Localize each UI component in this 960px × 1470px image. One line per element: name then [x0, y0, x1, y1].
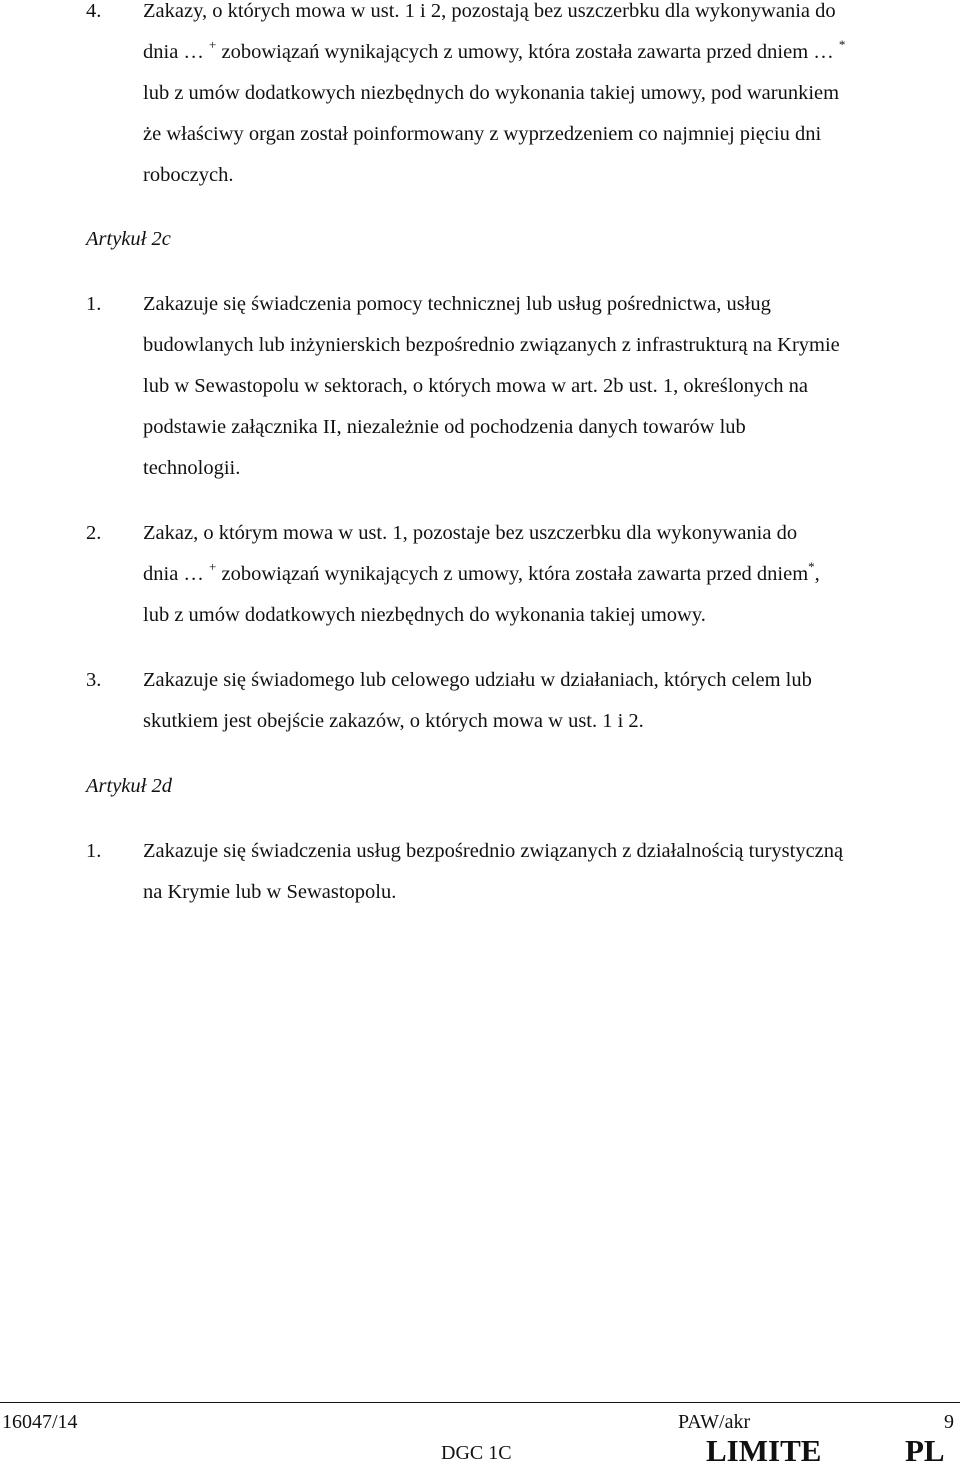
paragraph-line: Zakazuje się świadomego lub celowego udziału w działaniach, których celem lub: [143, 669, 812, 691]
footer-classification: LIMITE: [706, 1433, 822, 1468]
article-2c-paragraph-2: [86, 513, 958, 636]
paragraph-number: 1.: [86, 293, 102, 315]
paragraph-line: roboczych.: [143, 164, 234, 186]
article-2c-heading: Artykuł 2c: [86, 228, 171, 250]
paragraph-body: [143, 513, 958, 636]
paragraph-body: [143, 660, 958, 742]
paragraph-line: lub w Sewastopolu w sektorach, o których mowa w art. 2b ust. 1, określonych na: [143, 375, 808, 397]
paragraph-number: 2.: [86, 522, 102, 544]
article-2c-paragraph-1: [86, 284, 958, 489]
paragraph-line: Zakaz, o którym mowa w ust. 1, pozostaje bez uszczerbku dla wykonywania do: [143, 522, 798, 544]
footnote-marker-plus: +: [209, 37, 217, 52]
paragraph-body: [143, 831, 958, 913]
paragraph-line-with-footnotes: dnia … + zobowiązań wynikających z umowy, która została zawarta przed dniem … *: [143, 37, 846, 63]
article-2d-heading: Artykuł 2d: [86, 775, 172, 797]
footer-divider: [0, 1402, 960, 1403]
footer-language: PL: [905, 1433, 945, 1468]
paragraph-line: lub z umów dodatkowych niezbędnych do wykonania takiej umowy, pod warunkiem: [143, 82, 840, 104]
paragraph-line: na Krymie lub w Sewastopolu.: [143, 881, 397, 903]
footer-page-number: 9: [944, 1411, 954, 1433]
paragraph-number: 4.: [86, 0, 102, 22]
paragraph-line: skutkiem jest obejście zakazów, o których mowa w ust. 1 i 2.: [143, 710, 644, 732]
paragraph-body: [143, 0, 958, 196]
paragraph-number: 3.: [86, 669, 102, 691]
paragraph-4: [86, 0, 958, 196]
paragraph-line: podstawie załącznika II, niezależnie od pochodzenia danych towarów lub: [143, 416, 746, 438]
paragraph-line: technologii.: [143, 457, 241, 479]
paragraph-line: lub z umów dodatkowych niezbędnych do wykonania takiej umowy.: [143, 604, 706, 626]
paragraph-line-with-footnotes: dnia … + zobowiązań wynikających z umowy, która została zawarta przed dniem*,: [143, 559, 820, 585]
footer-initials: PAW/akr: [678, 1411, 751, 1433]
article-2d-paragraph-1: [86, 831, 958, 913]
paragraph-number: 1.: [86, 840, 102, 862]
article-2c-paragraph-3: [86, 660, 958, 742]
footnote-marker-plus: +: [209, 559, 217, 574]
footnote-marker-star: *: [808, 559, 815, 574]
paragraph-line: Zakazy, o których mowa w ust. 1 i 2, pozostają bez uszczerbku dla wykonywania do: [143, 0, 836, 22]
paragraph-line: że właściwy organ został poinformowany z wyprzedzeniem co najmniej pięciu dni: [143, 123, 822, 145]
paragraph-line: budowlanych lub inżynierskich bezpośrednio związanych z infrastrukturą na Krymie: [143, 334, 840, 356]
footer-doc-number: 16047/14: [2, 1411, 78, 1433]
footer-department: DGC 1C: [441, 1442, 512, 1464]
paragraph-line: Zakazuje się świadczenia usług bezpośrednio związanych z działalnością turystyczną: [143, 840, 844, 862]
paragraph-line: Zakazuje się świadczenia pomocy technicznej lub usług pośrednictwa, usług: [143, 293, 771, 315]
footnote-marker-star: *: [838, 37, 846, 52]
paragraph-body: [143, 284, 958, 489]
